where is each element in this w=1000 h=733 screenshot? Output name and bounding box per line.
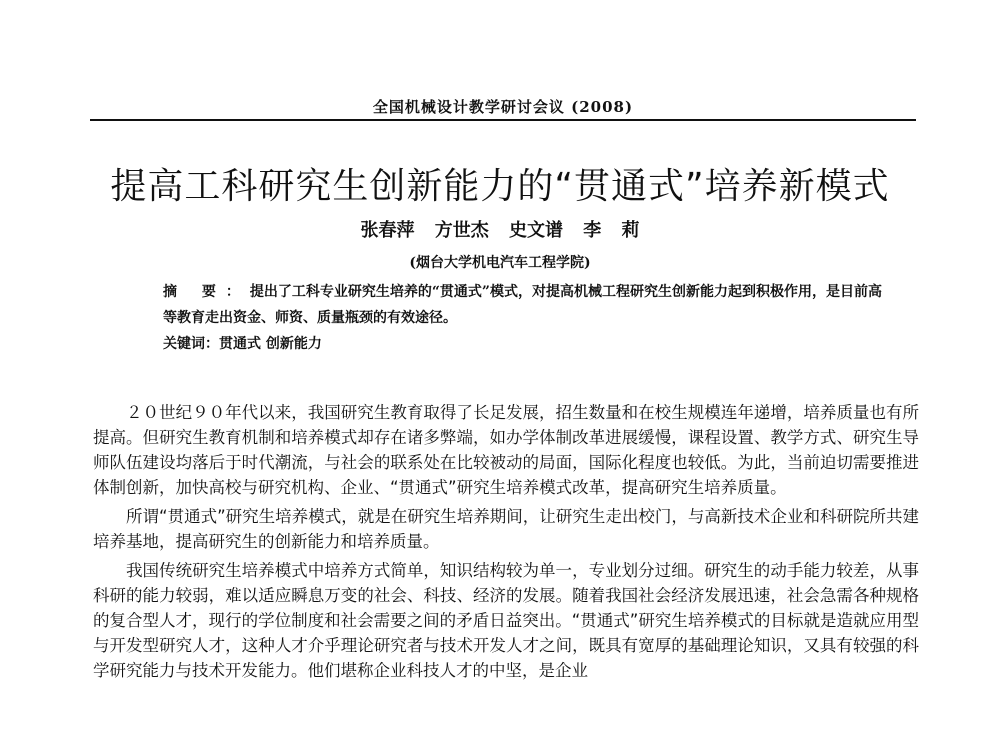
article-title: 提高工科研究生创新能力的“贯通式”培养新模式 (110, 166, 890, 207)
paragraph: 所谓“贯通式”研究生培养模式，就是在研究生培养期间，让研究生走出校门，与高新技术企业和科研院所共建培养基地，提高研究生的创新能力和培养质量。 (93, 507, 919, 551)
abstract-text: 提出了工科专业研究生培养的“贯通式”模式，对提高机械工程研究生创新能力起到积极作用，是目前高等教育走出资金、师资、质量瓶颈的有效途径。 (163, 284, 882, 326)
abstract-label: 摘 要： (163, 284, 250, 300)
keywords-label: 关键词： (163, 336, 219, 352)
article-affiliation: (烟台大学机电汽车工程学院) (409, 255, 591, 271)
body-text (93, 400, 919, 687)
article-authors: 张春萍 方世杰 史文谱 李 莉 (360, 220, 640, 241)
paragraph: 我国传统研究生培养模式中培养方式简单，知识结构较为单一，专业划分过细。研究生的动手能力较差，从事科研的能力较弱，难以适应瞬息万变的社会、科技、经济的发展。随着我国社会经济发展迅速，社会急需各种规格的复合型人才，现行的学位制度和社会需要之间的矛盾日益突出。“贯通式”研究生培养模式的目标就是造就应用型与开发型研究人才，这种人才介乎理论研究者与技术开发人才之间，既具有宽厚的基础理论知识，又具有较强的科学研究能力与技术开发能力。他们堪称企业科技人才的中坚，是企业 (93, 561, 919, 680)
paragraph: ２０世纪９０年代以来，我国研究生教育取得了长足发展，招生数量和在校生规模连年递增，培养质量也有所提高。但研究生教育机制和培养模式却存在诸多弊端，如办学体制改革进展缓慢，课程设置、教学方式、研究生导师队伍建设均落后于时代潮流，与社会的联系处在比较被动的局面，国际化程度也较低。为此，当前迫切需要推进体制创新，加快高校与研究机构、企业、“贯通式”研究生培养模式改革，提高研究生培养质量。 (93, 403, 919, 497)
abstract (163, 279, 883, 331)
abstract-block (163, 279, 883, 357)
keywords (163, 331, 883, 357)
header-rule (90, 119, 916, 121)
keywords-text: 贯通式 创新能力 (219, 336, 322, 352)
running-head: 全国机械设计教学研讨会议 (2008) (372, 98, 634, 116)
